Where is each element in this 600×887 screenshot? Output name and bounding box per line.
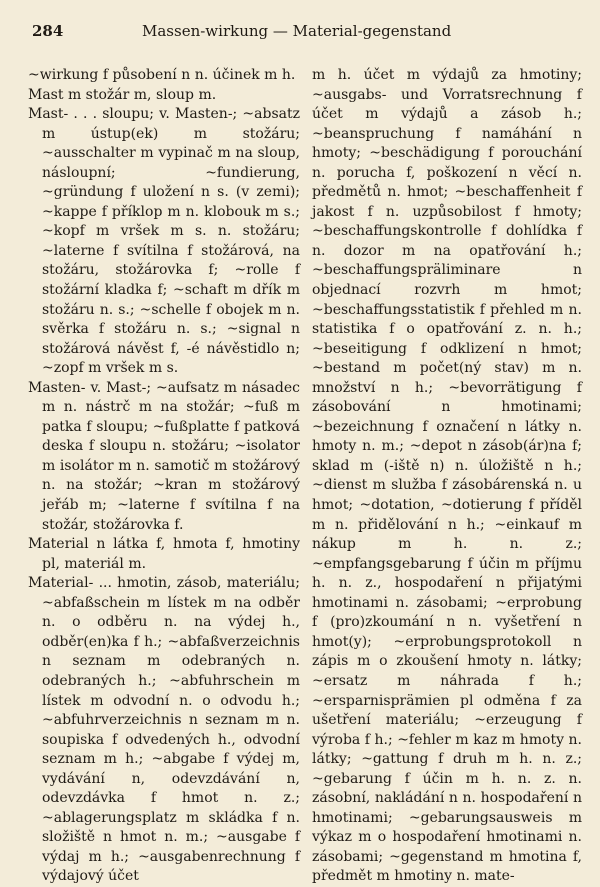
right-column: [312, 66, 582, 887]
entry-paragraph: Material n látka f, hmota f, hmotiny pl, materiál m.: [28, 536, 300, 572]
entry-paragraph: ~wirkung f působení n n. účinek m h.: [28, 67, 296, 83]
entry-paragraph: Mast m stožár m, sloup m.: [28, 86, 217, 103]
page-number: 284: [32, 22, 64, 40]
entry-paragraph: Material- ... hmotin, zásob, materiálu; ~abfaßschein m lístek m na odběr n. o odběru n. na výdej h., odběr(en)ka f h.; ~abfaßverzeichnis n seznam m odebraných n. odebraných h.; ~abfuhrschein m lístek m odvodní n. o odvodu h.; ~abfuhrverzeichnis n seznam m n. soupiska f odvedených h., odvodní seznam m h.; ~abgabe f výdej m, vydávání n, odevzdávání n, odevzdávka f hmot n. z.; ~ablagerungsplatz m skládka f n. složiště n hmot n. m.; ~ausgabe f výdaj m h.; ~ausgabenrechnung f výdajový účet: [28, 575, 300, 885]
entry-paragraph: Masten- v. Mast-; ~aufsatz m násadec m n. nástrč m na stožár; ~fuß m patka f sloupu; ~fußplatte f patková deska f sloupu n. stožáru; ~isolator m isolátor m n. samotič m stožárový n. na stožár; ~kran m stožárový jeřáb m; ~laterne f svítilna f na stožár, stožárovka f.: [28, 379, 300, 533]
page-header: [32, 20, 470, 42]
entry-paragraph: m h. účet m výdajů za hmotiny; ~ausgabs- und Vorratsrechnung f účet m výdajů a zásob h.; ~beanspruchung f namáhání n hmoty; ~beschädigung f porouchání n. porucha f, poškození n věcí n. předmětů n. hmot; ~beschaffenheit f jakost f n. uzpůsobilost f hmoty; ~beschaffungskontrolle f dohlídka f n. dozor m na opatřování h.; ~beschaffungspräliminare n objednací rozvrh m hmot; ~beschaffungsstatistik f přehled m n. statistika f o opatřování z. n. h.; ~beseitigung f odklizení n hmot; ~bestand m počet(ný stav) m n. množství n h.; ~bevorrätigung f zásobování n hmotinami; ~bezeichnung f označení n látky n. hmoty n. m.; ~depot n zásob(ár)na f; sklad m (-iště n) n. úložiště n h.; ~dienst m služba f zásobárenská n. u hmot; ~dotation, ~dotierung f příděl m n. přidělování n h.; ~einkauf m nákup m h. n. z.; ~empfangsgebarung f účin m příjmu h. n. z., hospodaření n přijatými hmotinami n. zásobami; ~erprobung f (pro)zkoumání n n. vyšetření n hmot(y); ~erprobungsprotokoll n zápis m o zkoušení hmoty n. látky; ~ersatz m náhrada f h.; ~ersparnisprämien pl odměna f za ušetření materiálu; ~erzeugung f výroba f h.; ~fehler m kaz m hmoty n. látky; ~gattung f druh m h. n. z.; ~gebarung f účin m h. n. z. n. zásobní, nakládání n n. hospodaření n hmotinami; ~gebarungsausweis m výkaz m o hospodaření hmotinami n. zásobami; ~gegenstand m hmotina f, předmět m hmotiny n. mate-: [312, 67, 582, 885]
left-column: [28, 66, 300, 887]
entry-paragraph: Mast- . . . sloupu; v. Masten-; ~absatz m ústup(ek) m stožáru; ~ausschalter m vypinač m na sloup, násloupní; ~fundierung, ~gründung f uložení n s. (v zemi); ~kappe f příklop m n. klobouk m s.; ~kopf m vršek m s. n. stožáru; ~laterne f svítilna f stožárová, na stožáru, stožárovka f; ~rolle f stožární kladka f; ~schaft m dřík m stožáru n. s.; ~schelle f obojek m n. svěrka f stožáru n. s.; ~signal n stožárová návěst f, -é návěstidlo n; ~zopf m vršek m s.: [28, 106, 300, 377]
running-title: Massen-wirkung — Material-gegenstand: [142, 22, 452, 40]
